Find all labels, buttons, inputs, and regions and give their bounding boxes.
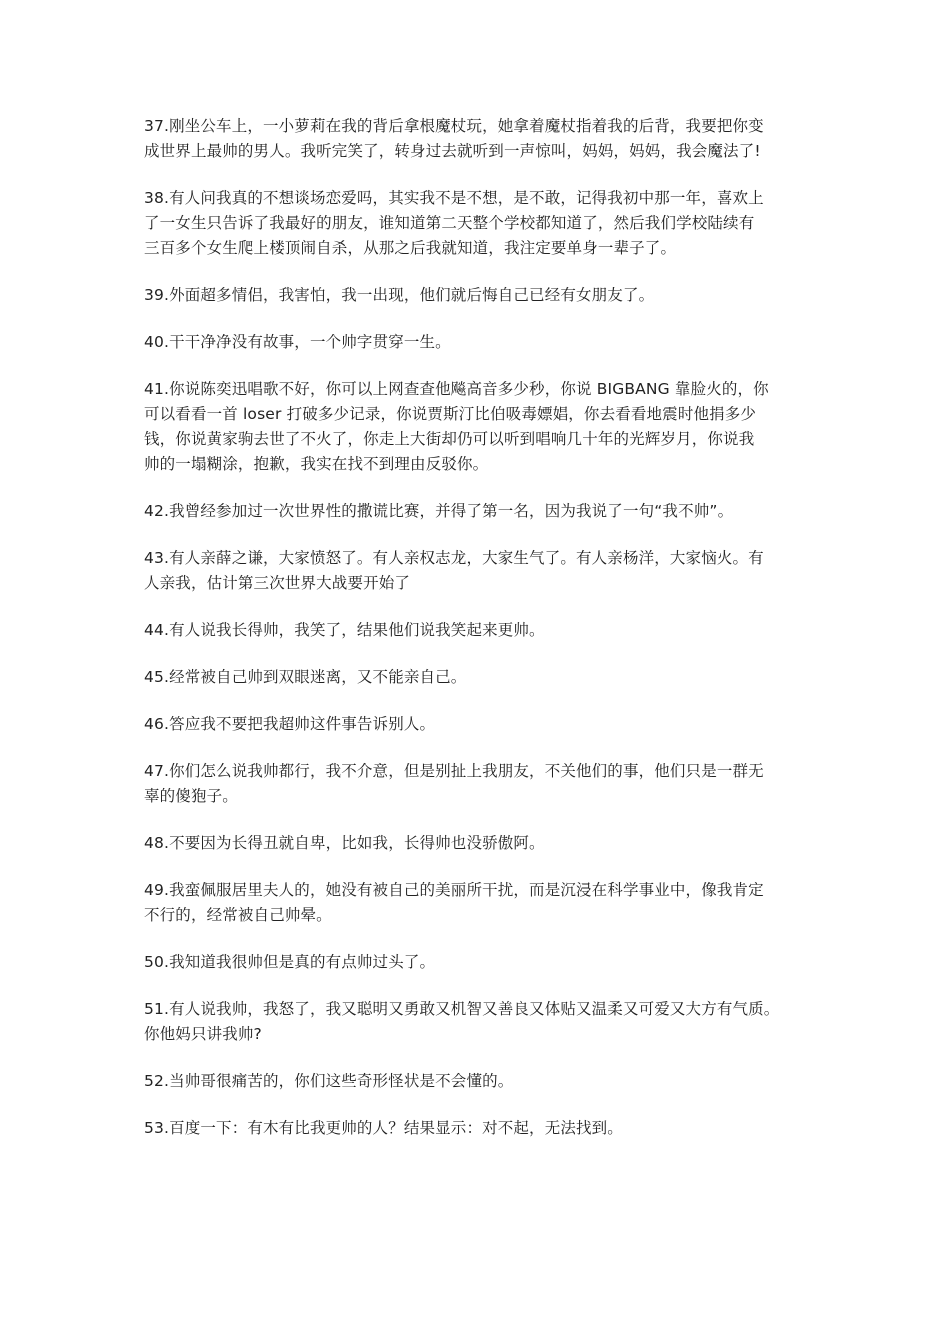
paragraph-37 <box>144 114 816 164</box>
document-body <box>144 114 816 1163</box>
text-line: 38.有人问我真的不想谈场恋爱吗，其实我不是不想，是不敢，记得我初中那一年，喜欢上 <box>144 189 764 207</box>
paragraph-39 <box>144 283 816 308</box>
text-line: 43.有人亲薛之谦，大家愤怒了。有人亲权志龙，大家生气了。有人亲杨洋，大家恼火。有 <box>144 549 764 567</box>
paragraph-41 <box>144 377 816 477</box>
text-line: 45.经常被自己帅到双眼迷离，又不能亲自己。 <box>144 668 467 686</box>
paragraph-45 <box>144 665 816 690</box>
text-line: 42.我曾经参加过一次世界性的撒谎比赛，并得了第一名，因为我说了一句“我不帅”。 <box>144 502 734 520</box>
text-line: 50.我知道我很帅但是真的有点帅过头了。 <box>144 953 436 971</box>
paragraph-49 <box>144 878 816 928</box>
text-line: 不行的，经常被自己帅晕。 <box>144 906 332 924</box>
paragraph-52 <box>144 1069 816 1094</box>
text-line: 37.刚坐公车上，一小萝莉在我的背后拿根魔杖玩，她拿着魔杖指着我的后背，我要把你变 <box>144 117 764 135</box>
paragraph-50 <box>144 950 816 975</box>
text-line: 你他妈只讲我帅? <box>144 1025 262 1043</box>
text-line: 48.不要因为长得丑就自卑，比如我，长得帅也没骄傲阿。 <box>144 834 545 852</box>
text-line: 41.你说陈奕迅唱歌不好，你可以上网查查他飚高音多少秒，你说 BIGBANG 靠脸火的，你 <box>144 380 769 398</box>
paragraph-46 <box>144 712 816 737</box>
text-line: 39.外面超多情侣，我害怕，我一出现，他们就后悔自己已经有女朋友了。 <box>144 286 655 304</box>
paragraph-48 <box>144 831 816 856</box>
text-line: 47.你们怎么说我帅都行，我不介意，但是别扯上我朋友，不关他们的事，他们只是一群无 <box>144 762 764 780</box>
text-line: 44.有人说我长得帅，我笑了，结果他们说我笑起来更帅。 <box>144 621 545 639</box>
text-line: 49.我蛮佩服居里夫人的，她没有被自己的美丽所干扰，而是沉浸在科学事业中，像我肯定 <box>144 881 764 899</box>
paragraph-53 <box>144 1116 816 1141</box>
paragraph-43 <box>144 546 816 596</box>
paragraph-47 <box>144 759 816 809</box>
paragraph-38 <box>144 186 816 261</box>
text-line: 辜的傻狍子。 <box>144 787 238 805</box>
text-line: 53.百度一下：有木有比我更帅的人？结果显示：对不起，无法找到。 <box>144 1119 623 1137</box>
text-line: 40.干干净净没有故事，一个帅字贯穿一生。 <box>144 333 451 351</box>
text-line: 三百多个女生爬上楼顶闹自杀，从那之后我就知道，我注定要单身一辈子了。 <box>144 239 677 257</box>
paragraph-42 <box>144 499 816 524</box>
text-line: 成世界上最帅的男人。我听完笑了，转身过去就听到一声惊叫，妈妈，妈妈，我会魔法了! <box>144 142 761 160</box>
text-line: 钱，你说黄家驹去世了不火了，你走上大街却仍可以听到唱响几十年的光辉岁月，你说我 <box>144 430 755 448</box>
text-line: 人亲我，估计第三次世界大战要开始了 <box>144 574 411 592</box>
text-line: 帅的一塌糊涂，抱歉，我实在找不到理由反驳你。 <box>144 455 489 473</box>
text-line: 51.有人说我帅，我怒了，我又聪明又勇敢又机智又善良又体贴又温柔又可爱又大方有气质。 <box>144 1000 780 1018</box>
text-line: 46.答应我不要把我超帅这件事告诉别人。 <box>144 715 436 733</box>
text-line: 了一女生只告诉了我最好的朋友，谁知道第二天整个学校都知道了，然后我们学校陆续有 <box>144 214 755 232</box>
text-line: 52.当帅哥很痛苦的，你们这些奇形怪状是不会懂的。 <box>144 1072 514 1090</box>
paragraph-40 <box>144 330 816 355</box>
paragraph-44 <box>144 618 816 643</box>
paragraph-51 <box>144 997 816 1047</box>
text-line: 可以看看一首 loser 打破多少记录，你说贾斯汀比伯吸毒嫖娼，你去看看地震时他捐多少 <box>144 405 757 423</box>
